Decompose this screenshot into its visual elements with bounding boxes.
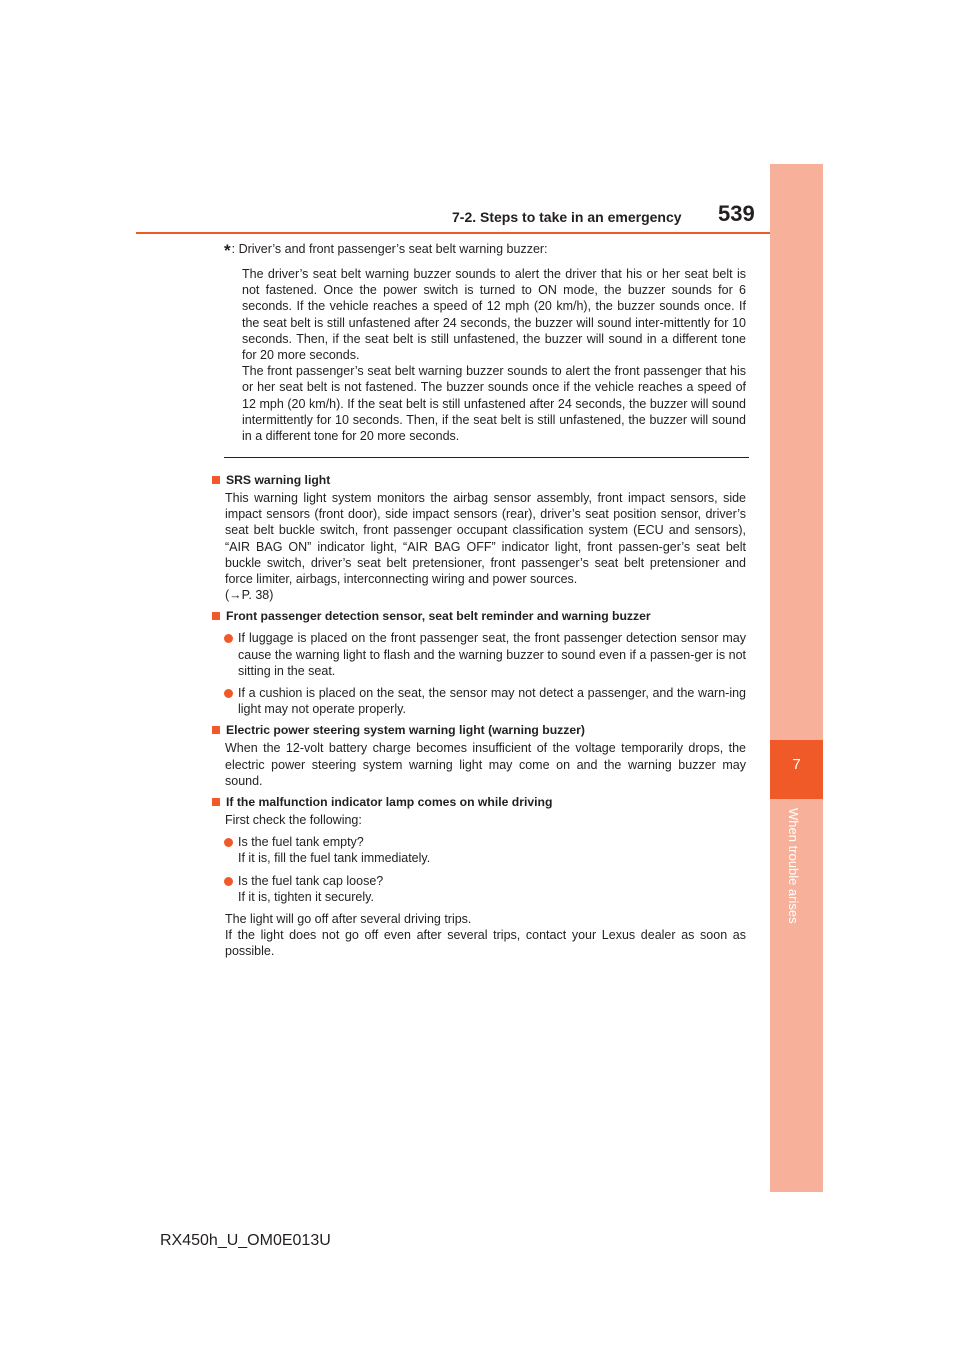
header-rule [136,232,822,234]
list-item [238,873,746,905]
list-item-answer: If it is, fill the fuel tank immediately. [238,851,431,866]
main-content [212,467,746,960]
body-text: When the 12-volt battery charge becomes insufficient of the voltage temporarily drops, the electric power steering system warning light may come on and the warning buzzer may sound. [225,741,746,788]
list-item [238,685,746,717]
chapter-side-tab [770,164,823,1192]
circle-bullet-icon [224,877,233,886]
list-item-text: If a cushion is placed on the seat, the sensor may not detect a passenger, and the warn-ing light may not operate properly. [238,686,746,717]
section-srs-warning-light [212,472,746,603]
list-item-text: If luggage is placed on the front passenger seat, the front passenger detection sensor may cause the warning light to flash and the warning buzzer to sound even if a passen-ger is not sitting in the seat. [238,631,746,678]
section-heading [212,608,746,624]
body-text: First check the following: [225,813,362,828]
circle-bullet-icon [224,838,233,847]
document-code: RX450h_U_OM0E013U [160,1232,331,1249]
footnote-paragraph: The front passenger’s seat belt warning buzzer sounds to alert the front passenger that his or her seat belt is not fastened. The buzzer sounds once if the vehicle reaches a speed of 12 mph (20 km/h). If the seat belt is still unfastened after 24 seconds, the buzzer will sound intermittently for 10 seconds. Then, if the seat belt is still unfastened, the buzzer will sound in a different tone for 20 more seconds. [242,364,746,444]
section-heading-text: Electric power steering system warning light (warning buzzer) [226,723,585,738]
section-title: 7-2. Steps to take in an emergency [452,209,682,225]
chapter-number: 7 [792,756,801,773]
section-heading-text: Front passenger detection sensor, seat belt reminder and warning buzzer [226,609,651,624]
list-item [238,834,746,866]
page-number: 539 [718,201,755,226]
body-text: The light will go off after several driving trips. [225,912,472,927]
list-item-answer: If it is, tighten it securely. [238,889,374,904]
chapter-title: When trouble arises [786,808,801,924]
circle-bullet-icon [224,689,233,698]
section-passenger-detection [212,608,746,717]
section-heading [212,722,746,738]
square-bullet-icon [212,612,220,620]
section-heading [212,794,746,810]
asterisk-marker: * [224,241,231,260]
body-text: If the light does not go off even after several trips, contact your Lexus dealer as soon as possible. [225,928,746,959]
list-item-question: Is the fuel tank empty? [238,835,364,850]
section-heading [212,472,746,488]
list-item [238,630,746,679]
section-heading-text: If the malfunction indicator lamp comes on while driving [226,795,553,810]
section-heading-text: SRS warning light [226,473,331,487]
page-reference-link[interactable]: (→P. 38) [225,588,274,603]
footnote-heading-text: : Driver’s and front passenger’s seat belt warning buzzer: [231,242,548,256]
square-bullet-icon [212,476,220,484]
footnote-heading [224,241,746,259]
footnote-paragraph: The driver’s seat belt warning buzzer sounds to alert the driver that his or her seat belt is not fastened. Once the power switch is turned to ON mode, the buzzer sounds for 6 seconds. If the vehicle reaches a speed of 12 mph (20 km/h), the buzzer sounds once. If the seat belt is still unfastened after 24 seconds, the buzzer will sound inter-mittently for 10 seconds. Then, if the seat belt is still unfastened, the buzzer will sound in a different tone for 20 more seconds. [242,267,746,363]
divider [224,457,749,458]
section-malfunction-indicator [212,794,746,960]
square-bullet-icon [212,798,220,806]
list-item-question: Is the fuel tank cap loose? [238,873,384,888]
footnote-body [242,266,746,444]
footnote [224,241,746,444]
body-text: This warning light system monitors the airbag sensor assembly, front impact sensors, side impact sensors (front door), side impact sensors (rear), driver’s seat position sensor, driver’s seat belt buckle switch, front passenger occupant classification system (ECU and sensors), “AIR BAG ON” indicator light, “AIR BAG OFF” indicator light, front passen-ger’s seat belt buckle switch, driver’s seat belt pretensioner, front passenger’s seat belt pretensioner and force limiter, airbags, interconnecting wiring and power sources. [225,491,746,587]
circle-bullet-icon [224,634,233,643]
section-power-steering-warning [212,722,746,789]
square-bullet-icon [212,726,220,734]
